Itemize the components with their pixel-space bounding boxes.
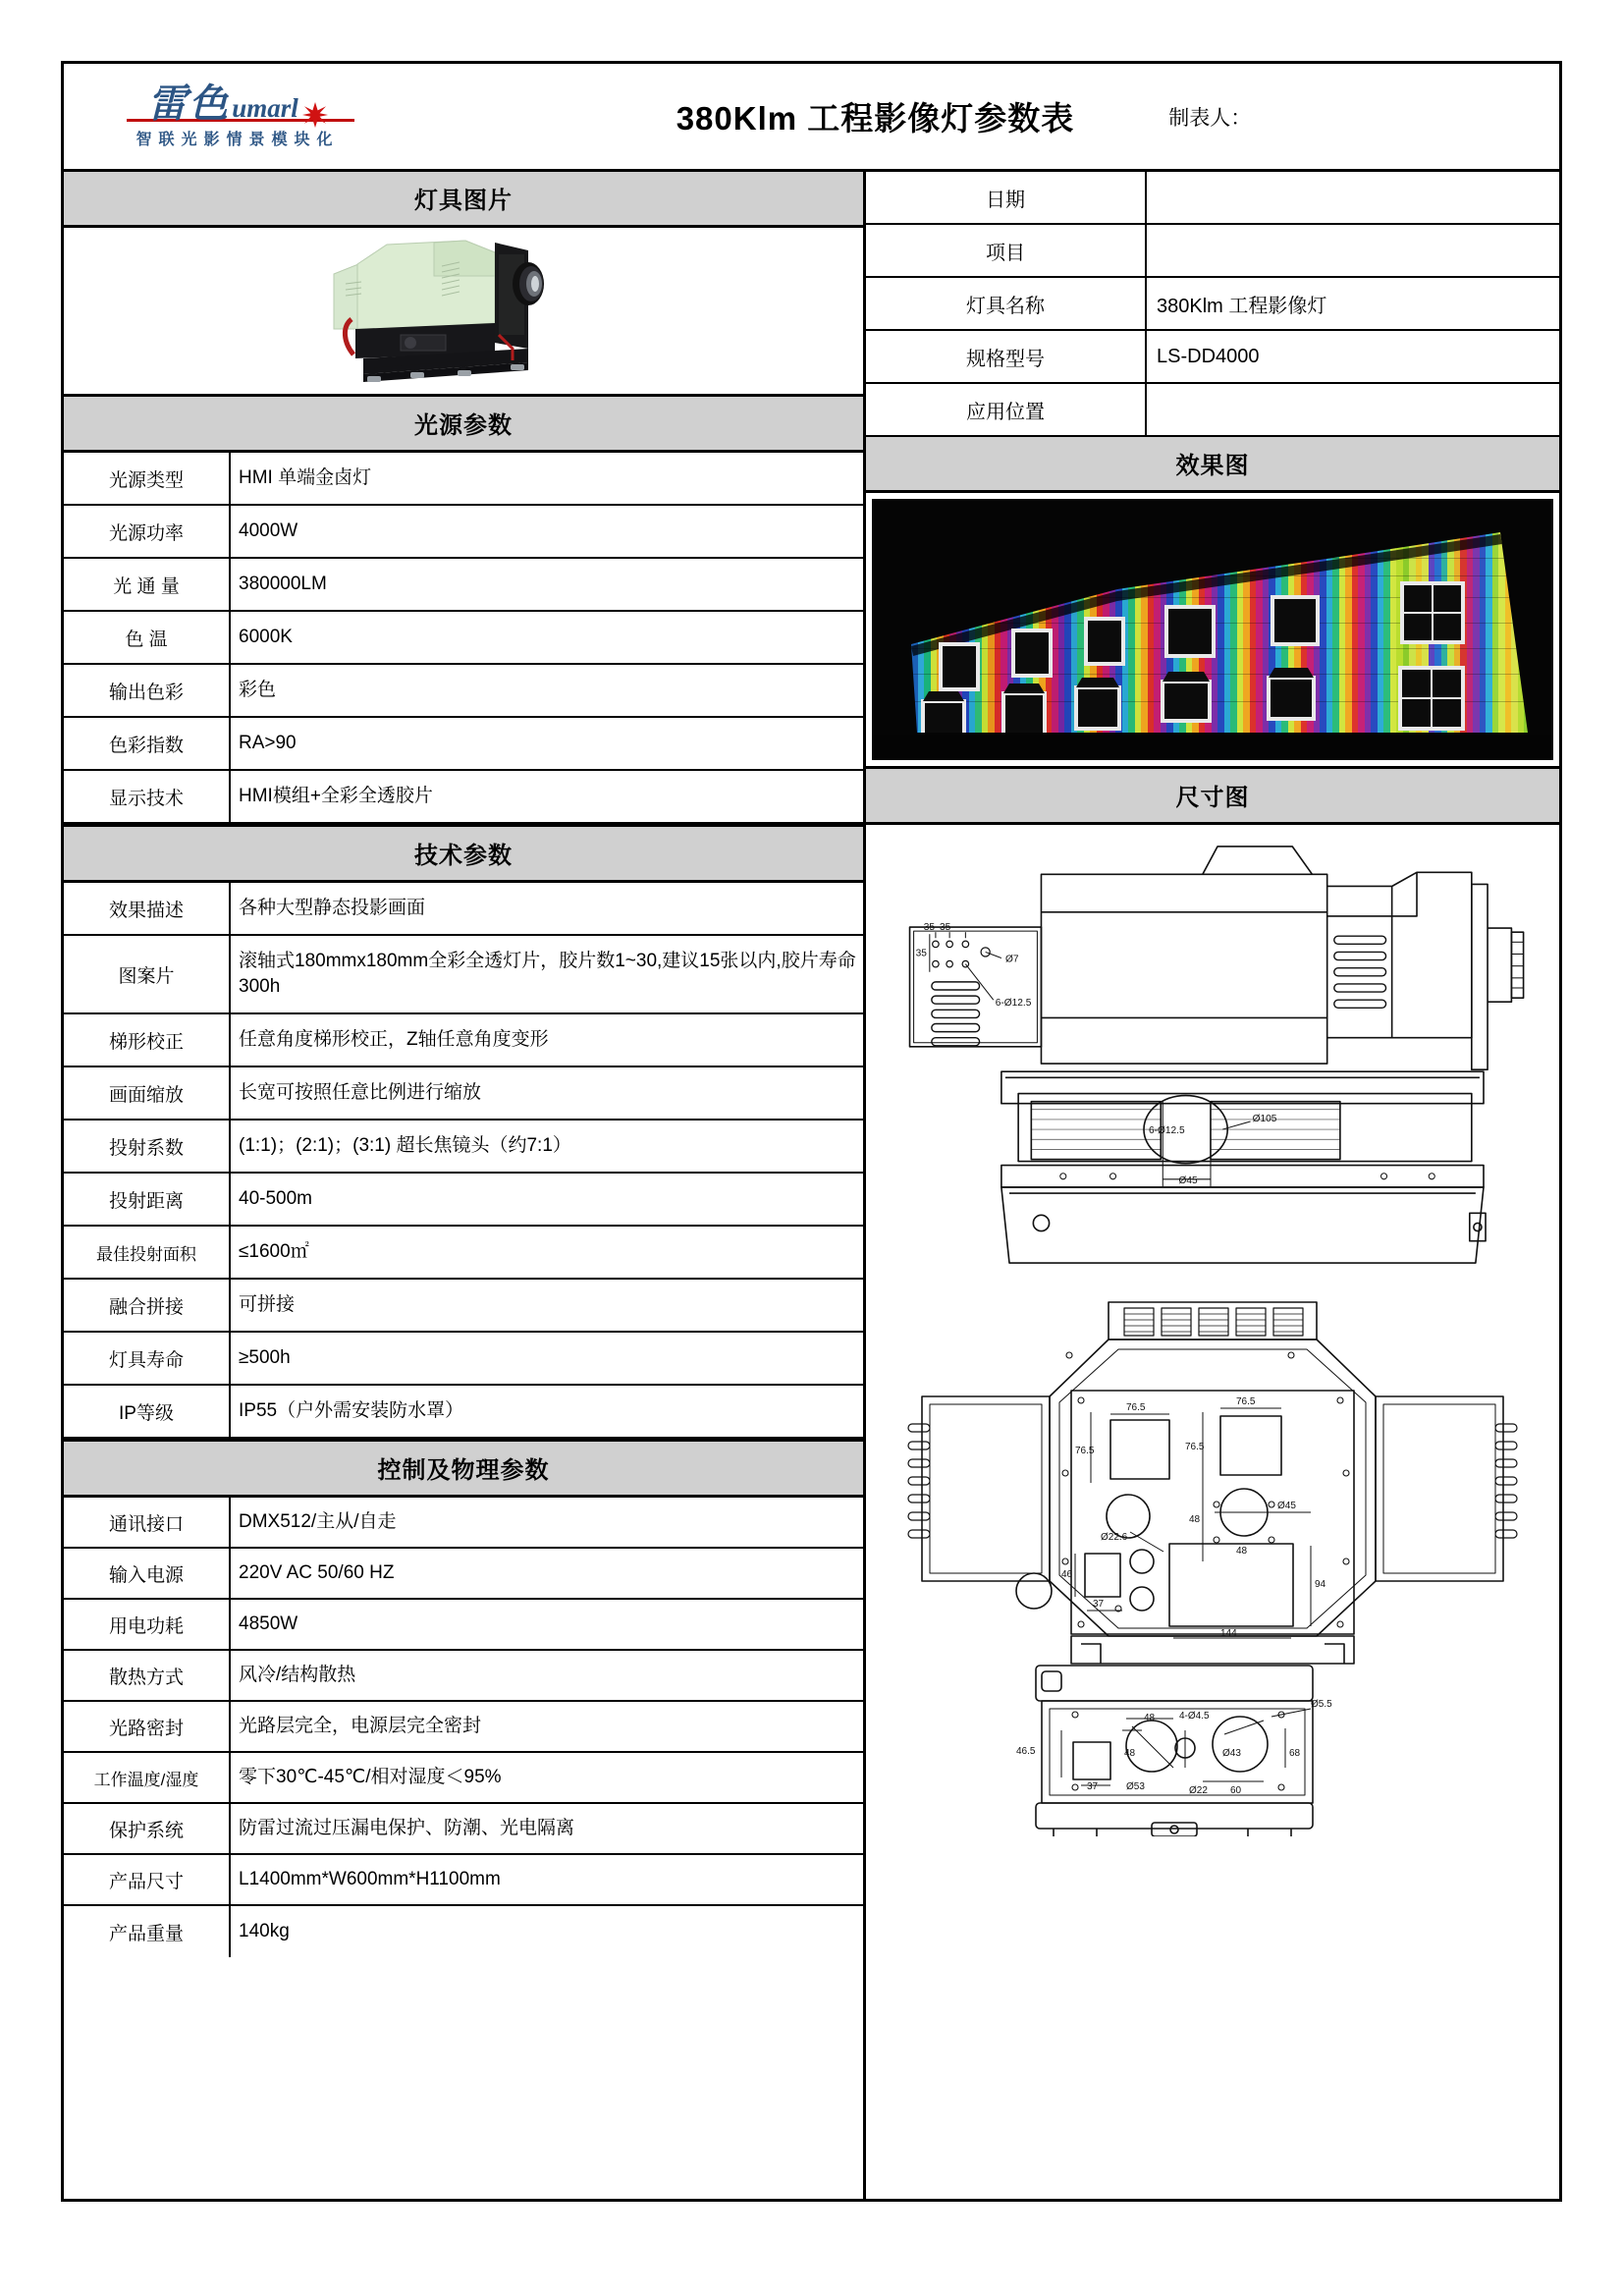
row-label: 色彩指数	[64, 718, 231, 769]
row-label: 用电功耗	[64, 1600, 231, 1649]
row-label: IP等级	[64, 1386, 231, 1437]
cad-label: 35	[939, 922, 951, 934]
row-label: 散热方式	[64, 1651, 231, 1700]
right-column	[866, 172, 1559, 2199]
cad-label: 76.5	[1126, 1402, 1146, 1413]
table-row	[64, 936, 863, 1014]
row-value: 220V AC 50/60 HZ	[239, 1562, 395, 1584]
cad-label: 37	[1087, 1781, 1099, 1792]
cad-label: Ø22	[1189, 1785, 1208, 1796]
page-title: 380Klm 工程影像灯参数表	[676, 100, 1075, 137]
row-value: 长宽可按照任意比例进行缩放	[239, 1082, 482, 1104]
table-row	[64, 1906, 863, 1957]
info-label: 灯具名称	[866, 278, 1147, 329]
row-value: DMX512/主从/自走	[239, 1511, 397, 1533]
info-label: 日期	[866, 172, 1147, 223]
row-label: 光 通 量	[64, 559, 231, 610]
cad-label: Ø45	[1277, 1501, 1296, 1511]
row-label: 光源功率	[64, 506, 231, 557]
row-value: RA>90	[239, 733, 297, 754]
row-value: IP55（户外需安装防水罩）	[239, 1400, 464, 1422]
row-value: 380000LM	[239, 574, 327, 595]
info-value[interactable]	[1147, 172, 1559, 223]
cad-label: 37	[1093, 1599, 1105, 1610]
info-row-project	[866, 225, 1559, 278]
row-value: 风冷/结构散热	[239, 1665, 356, 1686]
row-label: 显示技术	[64, 771, 231, 822]
logo-tagline: 智联光影情景模块化	[135, 131, 340, 148]
row-value: 4000W	[239, 520, 298, 542]
row-value: 4850W	[239, 1613, 298, 1635]
logo-chinese-text: 雷色	[147, 81, 231, 126]
cad-label: 60	[1230, 1785, 1242, 1796]
table-row	[64, 612, 863, 665]
row-value: 彩色	[239, 680, 277, 701]
row-label: 产品尺寸	[64, 1855, 231, 1904]
info-value[interactable]: 380Klm 工程影像灯	[1157, 295, 1327, 317]
row-label: 画面缩放	[64, 1067, 231, 1119]
cad-label: 6-Ø12.5	[1149, 1125, 1185, 1137]
row-value: 滚轴式180mmx180mm全彩全透灯片，胶片数1~30,建议15张以内,胶片寿命300h	[239, 951, 856, 997]
cad-front-view	[874, 1286, 1551, 1836]
cad-side-view	[874, 831, 1551, 1283]
cad-label: 4-Ø4.5	[1179, 1711, 1210, 1722]
row-value: ≤1600㎡	[239, 1241, 309, 1263]
row-label: 输入电源	[64, 1549, 231, 1598]
row-label: 图案片	[64, 936, 231, 1012]
red-star-icon	[302, 98, 328, 124]
cad-label: 94	[1315, 1579, 1326, 1590]
row-value: 防雷过流过压漏电保护、防潮、光电隔离	[239, 1818, 575, 1839]
cad-label: 46.5	[1016, 1746, 1036, 1757]
section-header-product-image: 灯具图片	[64, 172, 863, 228]
table-row	[64, 718, 863, 771]
row-value: 光路层完全，电源层完全密封	[239, 1716, 482, 1737]
dimension-drawings	[866, 825, 1559, 2199]
info-row-model	[866, 331, 1559, 384]
table-row	[64, 1174, 863, 1227]
cad-label: Ø5.5	[1311, 1699, 1332, 1710]
cad-label: Ø105	[1252, 1113, 1277, 1124]
row-value: (1:1)；(2:1)；(3:1) 超长焦镜头（约7:1）	[239, 1135, 571, 1157]
section-header-effect-image: 效果图	[866, 437, 1559, 493]
row-label: 保护系统	[64, 1804, 231, 1853]
maker-label: 制表人：	[1168, 106, 1252, 130]
table-row	[64, 1386, 863, 1439]
table-row	[64, 883, 863, 936]
row-label: 融合拼接	[64, 1280, 231, 1331]
row-value: ≥500h	[239, 1347, 291, 1369]
table-row	[64, 1753, 863, 1804]
cad-label: 48	[1124, 1748, 1136, 1759]
effect-photo-illustration	[872, 499, 1553, 760]
row-value: 40-500m	[239, 1188, 312, 1210]
table-row	[64, 453, 863, 506]
table-row	[64, 1333, 863, 1386]
row-label: 产品重量	[64, 1906, 231, 1957]
cad-label: 48	[1189, 1514, 1201, 1525]
row-label: 光路密封	[64, 1702, 231, 1751]
cad-label: 35	[915, 948, 927, 959]
row-value: HMI模组+全彩全透胶片	[239, 786, 433, 807]
cad-label: 76.5	[1236, 1396, 1256, 1407]
cad-label: Ø43	[1222, 1748, 1241, 1759]
row-label: 光源类型	[64, 453, 231, 504]
product-photo-illustration	[316, 233, 611, 390]
table-row	[64, 1549, 863, 1600]
row-value: 6000K	[239, 627, 293, 648]
info-row-date	[866, 172, 1559, 225]
table-row	[64, 1651, 863, 1702]
table-row	[64, 1227, 863, 1280]
cad-label: 144	[1220, 1628, 1237, 1639]
product-photo	[64, 228, 863, 397]
table-row	[64, 1280, 863, 1333]
info-label: 应用位置	[866, 384, 1147, 435]
row-value: 各种大型静态投影画面	[239, 898, 426, 919]
table-row	[64, 665, 863, 718]
cad-label: 76.5	[1185, 1442, 1205, 1452]
row-label: 投射系数	[64, 1121, 231, 1172]
row-label: 灯具寿命	[64, 1333, 231, 1384]
table-row	[64, 1600, 863, 1651]
row-label: 输出色彩	[64, 665, 231, 716]
sheet-body	[64, 172, 1559, 2199]
cad-label: 76.5	[1075, 1446, 1095, 1456]
table-row	[64, 1855, 863, 1906]
row-label: 最佳投射面积	[64, 1227, 231, 1278]
title-area	[398, 93, 1559, 139]
cad-label: Ø22.6	[1101, 1532, 1128, 1543]
info-label: 规格型号	[866, 331, 1147, 382]
info-value[interactable]: LS-DD4000	[1157, 345, 1260, 367]
table-row	[64, 1702, 863, 1753]
row-value: HMI 单端金卤灯	[239, 467, 372, 489]
row-value: 可拼接	[239, 1294, 296, 1316]
table-row	[64, 771, 863, 824]
spec-sheet	[61, 61, 1562, 2202]
info-value[interactable]	[1147, 384, 1559, 435]
row-label: 投射距离	[64, 1174, 231, 1225]
table-row	[64, 1067, 863, 1121]
cad-label: 6-Ø12.5	[995, 998, 1032, 1010]
info-label: 项目	[866, 225, 1147, 276]
row-label: 工作温度/湿度	[64, 1753, 231, 1802]
row-label: 通讯接口	[64, 1498, 231, 1547]
logo-wordmark	[147, 81, 328, 126]
info-value[interactable]	[1147, 225, 1559, 276]
row-value: 140kg	[239, 1921, 290, 1942]
cad-label: 68	[1289, 1748, 1301, 1759]
info-row-fixture-name	[866, 278, 1559, 331]
cad-label: 48	[1236, 1546, 1248, 1557]
section-header-control-physical: 控制及物理参数	[64, 1439, 863, 1498]
table-row	[64, 1121, 863, 1174]
cad-label: Ø45	[1178, 1175, 1198, 1186]
row-value: L1400mm*W600mm*H1100mm	[239, 1869, 501, 1890]
cad-label: 46	[1061, 1569, 1073, 1580]
company-logo	[64, 64, 398, 169]
section-header-technical: 技术参数	[64, 824, 863, 883]
row-label: 梯形校正	[64, 1014, 231, 1066]
table-row	[64, 1498, 863, 1549]
table-row	[64, 1014, 863, 1067]
cad-label: 35	[923, 922, 936, 934]
table-row	[64, 559, 863, 612]
table-row	[64, 506, 863, 559]
left-column	[64, 172, 866, 2199]
row-value: 任意角度梯形校正，Z轴任意角度变形	[239, 1029, 549, 1051]
effect-photo	[866, 493, 1559, 769]
row-label: 色 温	[64, 612, 231, 663]
row-value: 零下30℃-45℃/相对湿度＜95%	[239, 1767, 502, 1788]
sheet-header	[64, 64, 1559, 172]
logo-latin-text: umarl	[232, 92, 298, 123]
cad-label: Ø53	[1126, 1781, 1145, 1792]
cad-label: 48	[1144, 1713, 1156, 1723]
cad-label: Ø7	[1004, 954, 1019, 965]
row-label: 效果描述	[64, 883, 231, 934]
section-header-dimension-drawing: 尺寸图	[866, 769, 1559, 825]
section-header-light-source: 光源参数	[64, 397, 863, 453]
info-row-application	[866, 384, 1559, 437]
table-row	[64, 1804, 863, 1855]
